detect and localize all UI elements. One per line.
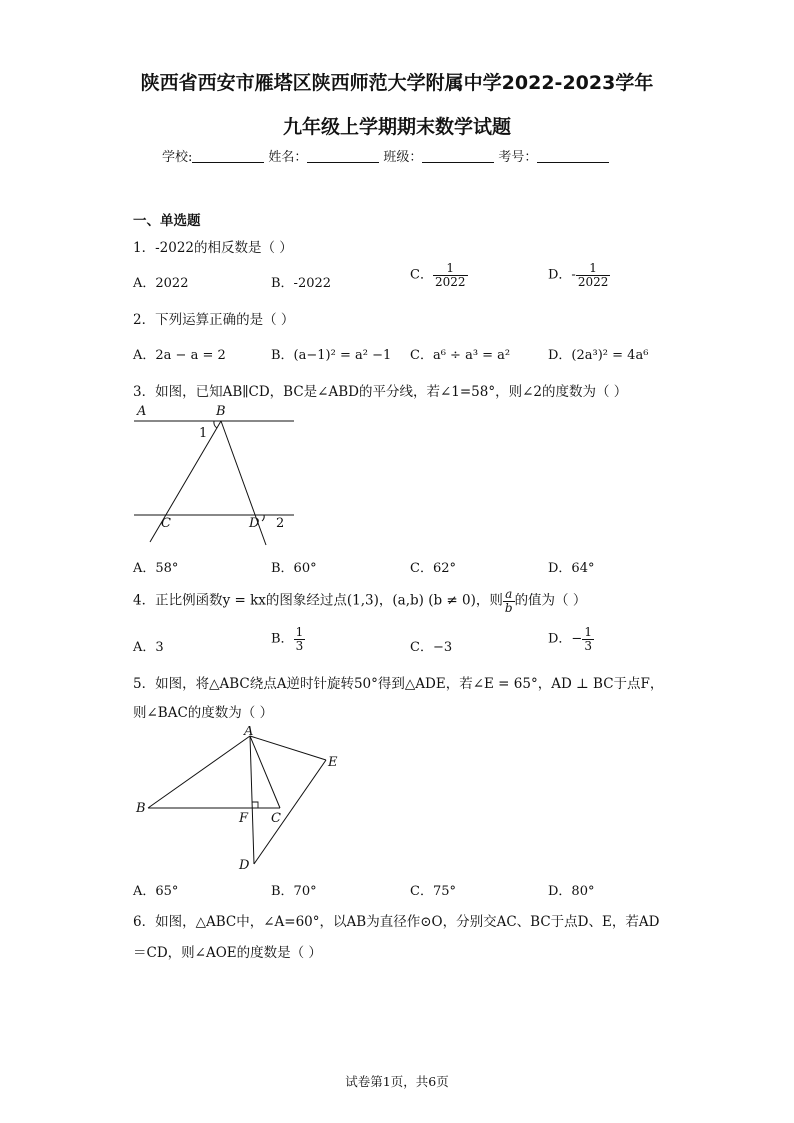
q5-figure — [130, 726, 350, 874]
q3-option-b: B．60° — [271, 561, 317, 576]
exam-title-line1: 陕西省西安市雁塔区陕西师范大学附属中学2022-2023学年 — [140, 72, 654, 94]
question-4-stem — [133, 588, 586, 614]
q1-d-denominator: 2022 — [577, 274, 609, 289]
question-1-stem: 1．-2022的相反数是（ ） — [133, 240, 293, 256]
class-label: 班级： — [383, 150, 423, 165]
right-angle-mark — [252, 802, 258, 808]
q4-option-d-fraction — [582, 626, 594, 652]
label-c: C — [271, 811, 281, 826]
q1-option-c-prefix: C． — [410, 267, 433, 283]
q4-fraction-num: a — [505, 587, 513, 601]
q3-option-d: D．64° — [548, 561, 595, 576]
q3-option-a: A．58° — [133, 561, 179, 576]
question-2-stem: 2．下列运算正确的是（ ） — [133, 312, 295, 328]
segment-ad — [250, 736, 254, 864]
q1-option-b: B．-2022 — [271, 276, 332, 291]
question-5-stem-line1: 5．如图，将△ABC绕点A逆时针旋转50°得到△ADE，若∠E = 65°，AD ⊥ BC于点F， — [133, 676, 664, 692]
label-a: A — [244, 726, 254, 739]
school-blank[interactable] — [192, 150, 264, 163]
q4-option-c: C．−3 — [410, 640, 453, 655]
q4-b-numerator: 1 — [295, 625, 304, 639]
q4-option-d — [548, 626, 594, 652]
q4-option-a: A．3 — [133, 640, 164, 655]
q5-option-b: B．70° — [271, 884, 317, 899]
q4-option-b — [271, 626, 305, 652]
label-b: B — [136, 801, 146, 816]
q1-option-d-fraction — [576, 262, 611, 288]
q5-option-c: C．75° — [410, 884, 456, 899]
exam-number-blank[interactable] — [537, 150, 609, 163]
label-c: C — [161, 516, 171, 531]
segment-de — [254, 760, 326, 864]
question-5-stem-line2: 则∠BAC的度数为（ ） — [133, 705, 274, 721]
q1-option-a: A．2022 — [133, 276, 189, 291]
label-angle-2: 2 — [276, 516, 285, 531]
angle-1-arc — [214, 421, 217, 428]
angle-2-arc — [262, 515, 264, 521]
segment-ac — [250, 736, 280, 808]
q4-fraction-den: b — [504, 600, 513, 615]
q2-option-a: A．2a − a = 2 — [133, 348, 226, 363]
q1-option-c-fraction — [433, 262, 468, 288]
q5-option-a: A．65° — [133, 884, 179, 899]
q4-stem-post: 的值为（ ） — [514, 592, 587, 609]
label-b: B — [216, 404, 226, 419]
q4-d-numerator: 1 — [584, 625, 592, 639]
segment-ab — [148, 736, 250, 808]
q1-c-numerator: 1 — [446, 261, 455, 275]
q4-stem-fraction — [503, 588, 515, 614]
q3-option-c: C．62° — [410, 561, 456, 576]
page-footer: 试卷第1页，共6页 — [345, 1074, 449, 1089]
label-angle-1: 1 — [199, 426, 208, 441]
q2-option-d: D．(2a³)² = 4a⁶ — [548, 348, 649, 363]
student-info-row — [162, 146, 613, 165]
question-3-stem: 3．如图，已知AB∥CD，BC是∠ABD的平分线，若∠1=58°，则∠2的度数为（ ） — [133, 384, 628, 400]
question-6-stem-line1: 6．如图，△ABC中，∠A=60°，以AB为直径作⊙O，分别交AC、BC于点D、E，若AD — [133, 914, 660, 930]
q2-option-b: B．(a−1)² = a² −1 — [271, 348, 392, 363]
q5-option-d: D．80° — [548, 884, 595, 899]
exam-title-line2: 九年级上学期期末数学试题 — [282, 116, 511, 138]
name-blank[interactable] — [307, 150, 379, 163]
label-d: D — [249, 516, 260, 531]
section-title: 一、单选题 — [133, 213, 201, 229]
q4-option-b-prefix: B． — [271, 631, 294, 647]
q4-stem-pre: 4．正比例函数y = kx的图象经过点(1,3)，(a,b) (b ≠ 0)，则 — [133, 592, 503, 609]
q2-option-c: C．a⁶ ÷ a³ = a² — [410, 348, 511, 363]
q1-d-numerator: 1 — [589, 261, 597, 275]
q1-option-d — [548, 262, 610, 288]
label-f: F — [239, 811, 249, 826]
q1-option-d-prefix: D．- — [548, 267, 576, 283]
q4-d-denominator: 3 — [584, 638, 592, 653]
label-a: A — [137, 404, 147, 419]
question-6-stem-line2: ＝CD，则∠AOE的度数是（ ） — [133, 945, 322, 961]
q1-option-c — [410, 262, 468, 288]
name-label: 姓名： — [268, 150, 308, 165]
q4-option-d-prefix: D．− — [548, 631, 583, 647]
q4-b-denominator: 3 — [295, 638, 304, 653]
class-blank[interactable] — [422, 150, 494, 163]
q4-option-b-fraction — [294, 626, 306, 652]
q1-c-denominator: 2022 — [434, 274, 466, 289]
label-d: D — [239, 858, 250, 873]
school-label: 学校: — [162, 150, 193, 165]
q3-figure — [128, 400, 308, 548]
label-e: E — [328, 755, 338, 770]
exam-number-label: 考号： — [498, 150, 538, 165]
segment-ae — [250, 736, 326, 760]
